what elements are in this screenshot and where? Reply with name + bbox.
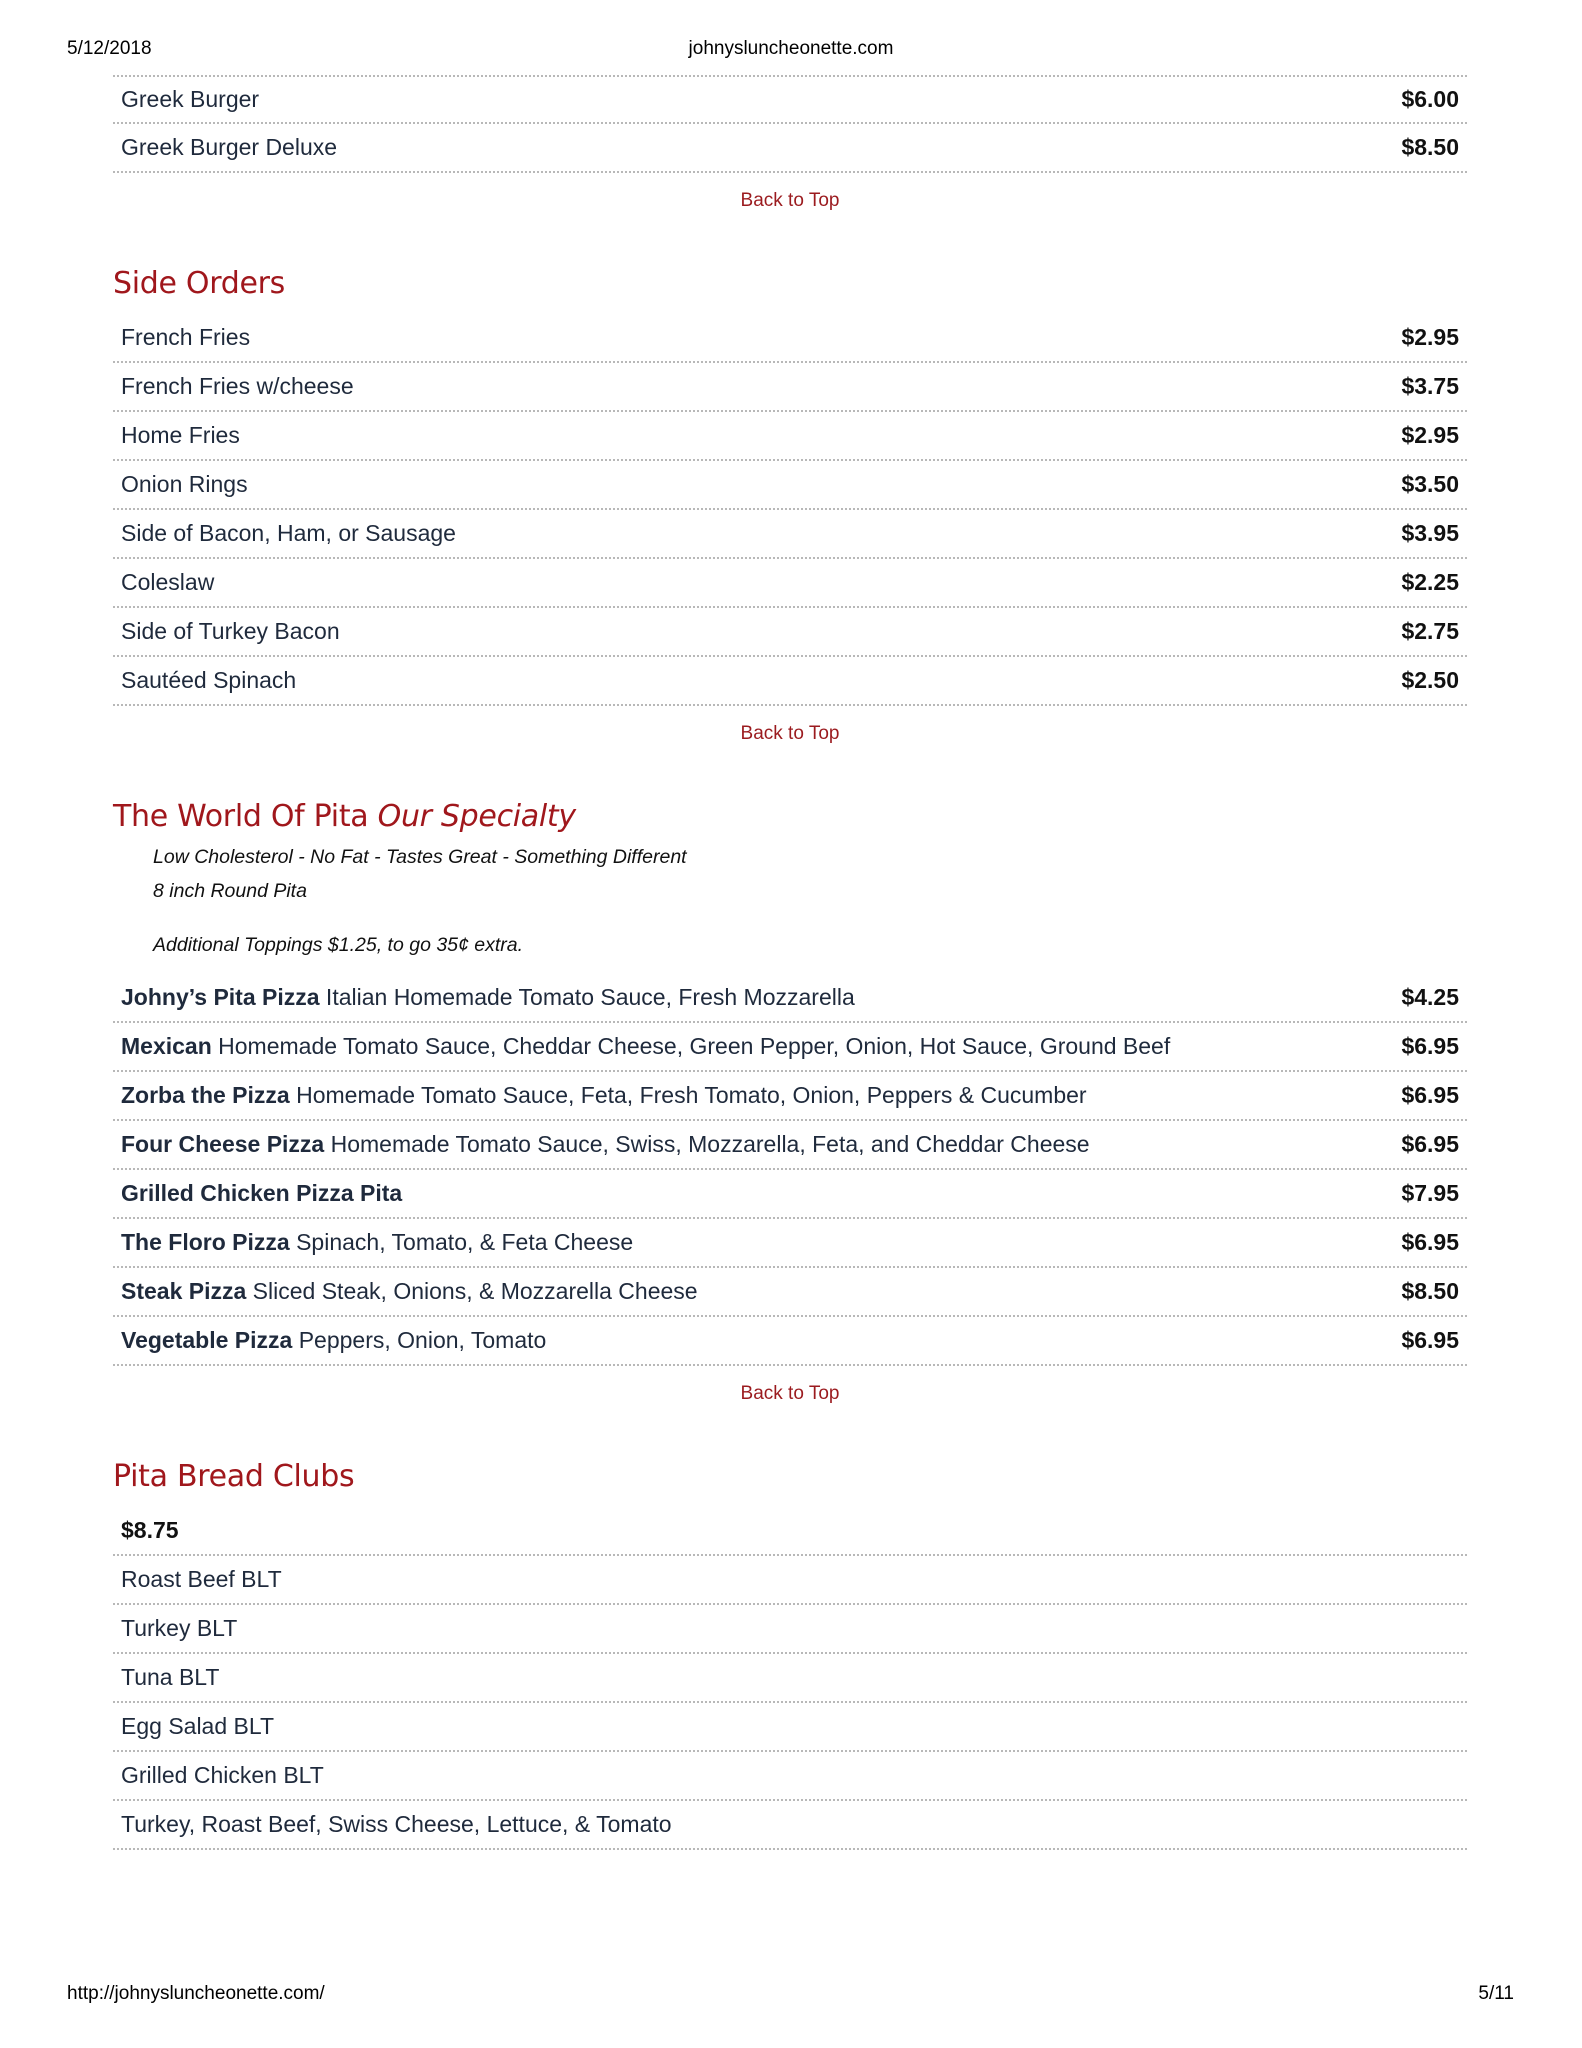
- item-price: $6.95: [1401, 1082, 1459, 1108]
- item-name: Turkey BLT: [121, 1615, 238, 1641]
- menu-item: [113, 1121, 1467, 1170]
- item-name: [121, 984, 855, 1011]
- section-title-pita-clubs: Pita Bread Clubs: [113, 1459, 355, 1494]
- item-name-bold: Four Cheese Pizza: [121, 1131, 325, 1157]
- item-name: Greek Burger Deluxe: [121, 134, 338, 160]
- pita-list: [113, 974, 1467, 1366]
- menu-item: [113, 1556, 1467, 1605]
- back-to-top-link[interactable]: Back to Top: [740, 190, 840, 211]
- print-page-number: 5/11: [1478, 1983, 1514, 2004]
- menu-item: [113, 657, 1467, 706]
- menu-item: [113, 1703, 1467, 1752]
- item-name-bold: The Floro Pizza: [121, 1229, 290, 1255]
- menu-item: [113, 559, 1467, 608]
- item-name: Roast Beef BLT: [121, 1566, 282, 1592]
- item-price: $6.95: [1401, 1327, 1459, 1353]
- section-title-italic: Our Specialty: [377, 799, 576, 834]
- item-desc: Homemade Tomato Sauce, Cheddar Cheese, Green Pepper, Onion, Hot Sauce, Ground Beef: [211, 1033, 1171, 1059]
- menu-item: [113, 1752, 1467, 1801]
- print-date: 5/12/2018: [67, 38, 152, 59]
- item-name: Side of Turkey Bacon: [121, 618, 340, 644]
- item-name-bold: Johny’s Pita Pizza: [121, 984, 320, 1010]
- club-price: $8.75: [121, 1517, 179, 1543]
- item-price: $8.50: [1401, 1278, 1459, 1304]
- menu-item: [113, 1170, 1467, 1219]
- item-name-bold: Grilled Chicken Pizza Pita: [121, 1180, 403, 1206]
- item-name: Tuna BLT: [121, 1664, 220, 1690]
- item-price: $6.00: [1401, 86, 1459, 112]
- item-desc: Homemade Tomato Sauce, Swiss, Mozzarella, Feta, and Cheddar Cheese: [324, 1131, 1090, 1157]
- back-to-top-link[interactable]: Back to Top: [740, 1383, 840, 1404]
- menu-item: [113, 1317, 1467, 1366]
- item-price: $6.95: [1401, 1229, 1459, 1255]
- item-name: [121, 1033, 1170, 1060]
- item-price: $4.25: [1401, 984, 1459, 1010]
- item-desc: Italian Homemade Tomato Sauce, Fresh Mozzarella: [319, 984, 855, 1010]
- pita-note-1: Low Cholesterol - No Fat - Tastes Great - Something Different: [153, 846, 687, 868]
- menu-item: [113, 510, 1467, 559]
- item-name: Coleslaw: [121, 569, 215, 595]
- club-price-row: [113, 1507, 1467, 1556]
- print-site: johnysluncheonette.com: [688, 38, 894, 59]
- menu-item: [113, 412, 1467, 461]
- menu-item: [113, 1654, 1467, 1703]
- section-title-text: The World Of Pita: [113, 799, 369, 834]
- item-name: Sautéed Spinach: [121, 667, 297, 693]
- pita-note-2: 8 inch Round Pita: [153, 880, 307, 902]
- menu-content: [113, 75, 1467, 1850]
- menu-item: [113, 1219, 1467, 1268]
- menu-item: [113, 1268, 1467, 1317]
- side-orders-list: [113, 314, 1467, 706]
- menu-item: [113, 1605, 1467, 1654]
- item-price: $2.95: [1401, 422, 1459, 448]
- item-name: [121, 1131, 1090, 1158]
- item-name: Onion Rings: [121, 471, 248, 497]
- item-name: Grilled Chicken BLT: [121, 1762, 324, 1788]
- item-price: $2.25: [1401, 569, 1459, 595]
- item-name: [121, 1082, 1087, 1109]
- section-title-pita: [113, 796, 1467, 838]
- item-price: $6.95: [1401, 1033, 1459, 1059]
- item-price: $8.50: [1401, 134, 1459, 160]
- item-name-bold: Mexican: [121, 1033, 212, 1059]
- menu-item: [113, 363, 1467, 412]
- item-price: $3.95: [1401, 520, 1459, 546]
- section-title-side-orders: Side Orders: [113, 266, 285, 301]
- print-footer: [67, 1983, 1514, 2009]
- item-name-bold: Vegetable Pizza: [121, 1327, 293, 1353]
- item-name: Egg Salad BLT: [121, 1713, 275, 1739]
- pita-note-3: Additional Toppings $1.25, to go 35¢ extra.: [153, 934, 524, 956]
- menu-item: [113, 1072, 1467, 1121]
- print-header: [67, 38, 1515, 64]
- burgers-list: [113, 75, 1467, 173]
- item-price: $2.75: [1401, 618, 1459, 644]
- item-price: $2.95: [1401, 324, 1459, 350]
- item-name: French Fries w/cheese: [121, 373, 354, 399]
- menu-item: [113, 1801, 1467, 1850]
- back-to-top-link[interactable]: Back to Top: [740, 723, 840, 744]
- item-price: $2.50: [1401, 667, 1459, 693]
- item-desc: Sliced Steak, Onions, & Mozzarella Cheese: [246, 1278, 698, 1304]
- item-desc: Homemade Tomato Sauce, Feta, Fresh Tomato, Onion, Peppers & Cucumber: [289, 1082, 1087, 1108]
- item-name: [121, 1180, 402, 1207]
- menu-item: [113, 124, 1467, 173]
- item-name: French Fries: [121, 324, 251, 350]
- item-name-bold: Steak Pizza: [121, 1278, 247, 1304]
- item-name: Home Fries: [121, 422, 240, 448]
- menu-item: [113, 608, 1467, 657]
- item-price: $3.50: [1401, 471, 1459, 497]
- item-desc: Peppers, Onion, Tomato: [292, 1327, 547, 1353]
- pita-clubs-list: [113, 1507, 1467, 1850]
- menu-item: [113, 461, 1467, 510]
- item-name: Greek Burger: [121, 86, 260, 112]
- item-price: $7.95: [1401, 1180, 1459, 1206]
- menu-item: [113, 974, 1467, 1023]
- item-price: $6.95: [1401, 1131, 1459, 1157]
- item-name: [121, 1229, 633, 1256]
- menu-item: [113, 1023, 1467, 1072]
- item-price: $3.75: [1401, 373, 1459, 399]
- item-name: Turkey, Roast Beef, Swiss Cheese, Lettuce, & Tomato: [121, 1811, 672, 1837]
- item-name: Side of Bacon, Ham, or Sausage: [121, 520, 456, 546]
- item-desc: Spinach, Tomato, & Feta Cheese: [289, 1229, 634, 1255]
- menu-item: [113, 314, 1467, 363]
- item-name: [121, 1327, 546, 1354]
- item-name-bold: Zorba the Pizza: [121, 1082, 290, 1108]
- menu-item: [113, 75, 1467, 124]
- print-url: http://johnysluncheonette.com/: [67, 1983, 325, 2004]
- item-name: [121, 1278, 698, 1305]
